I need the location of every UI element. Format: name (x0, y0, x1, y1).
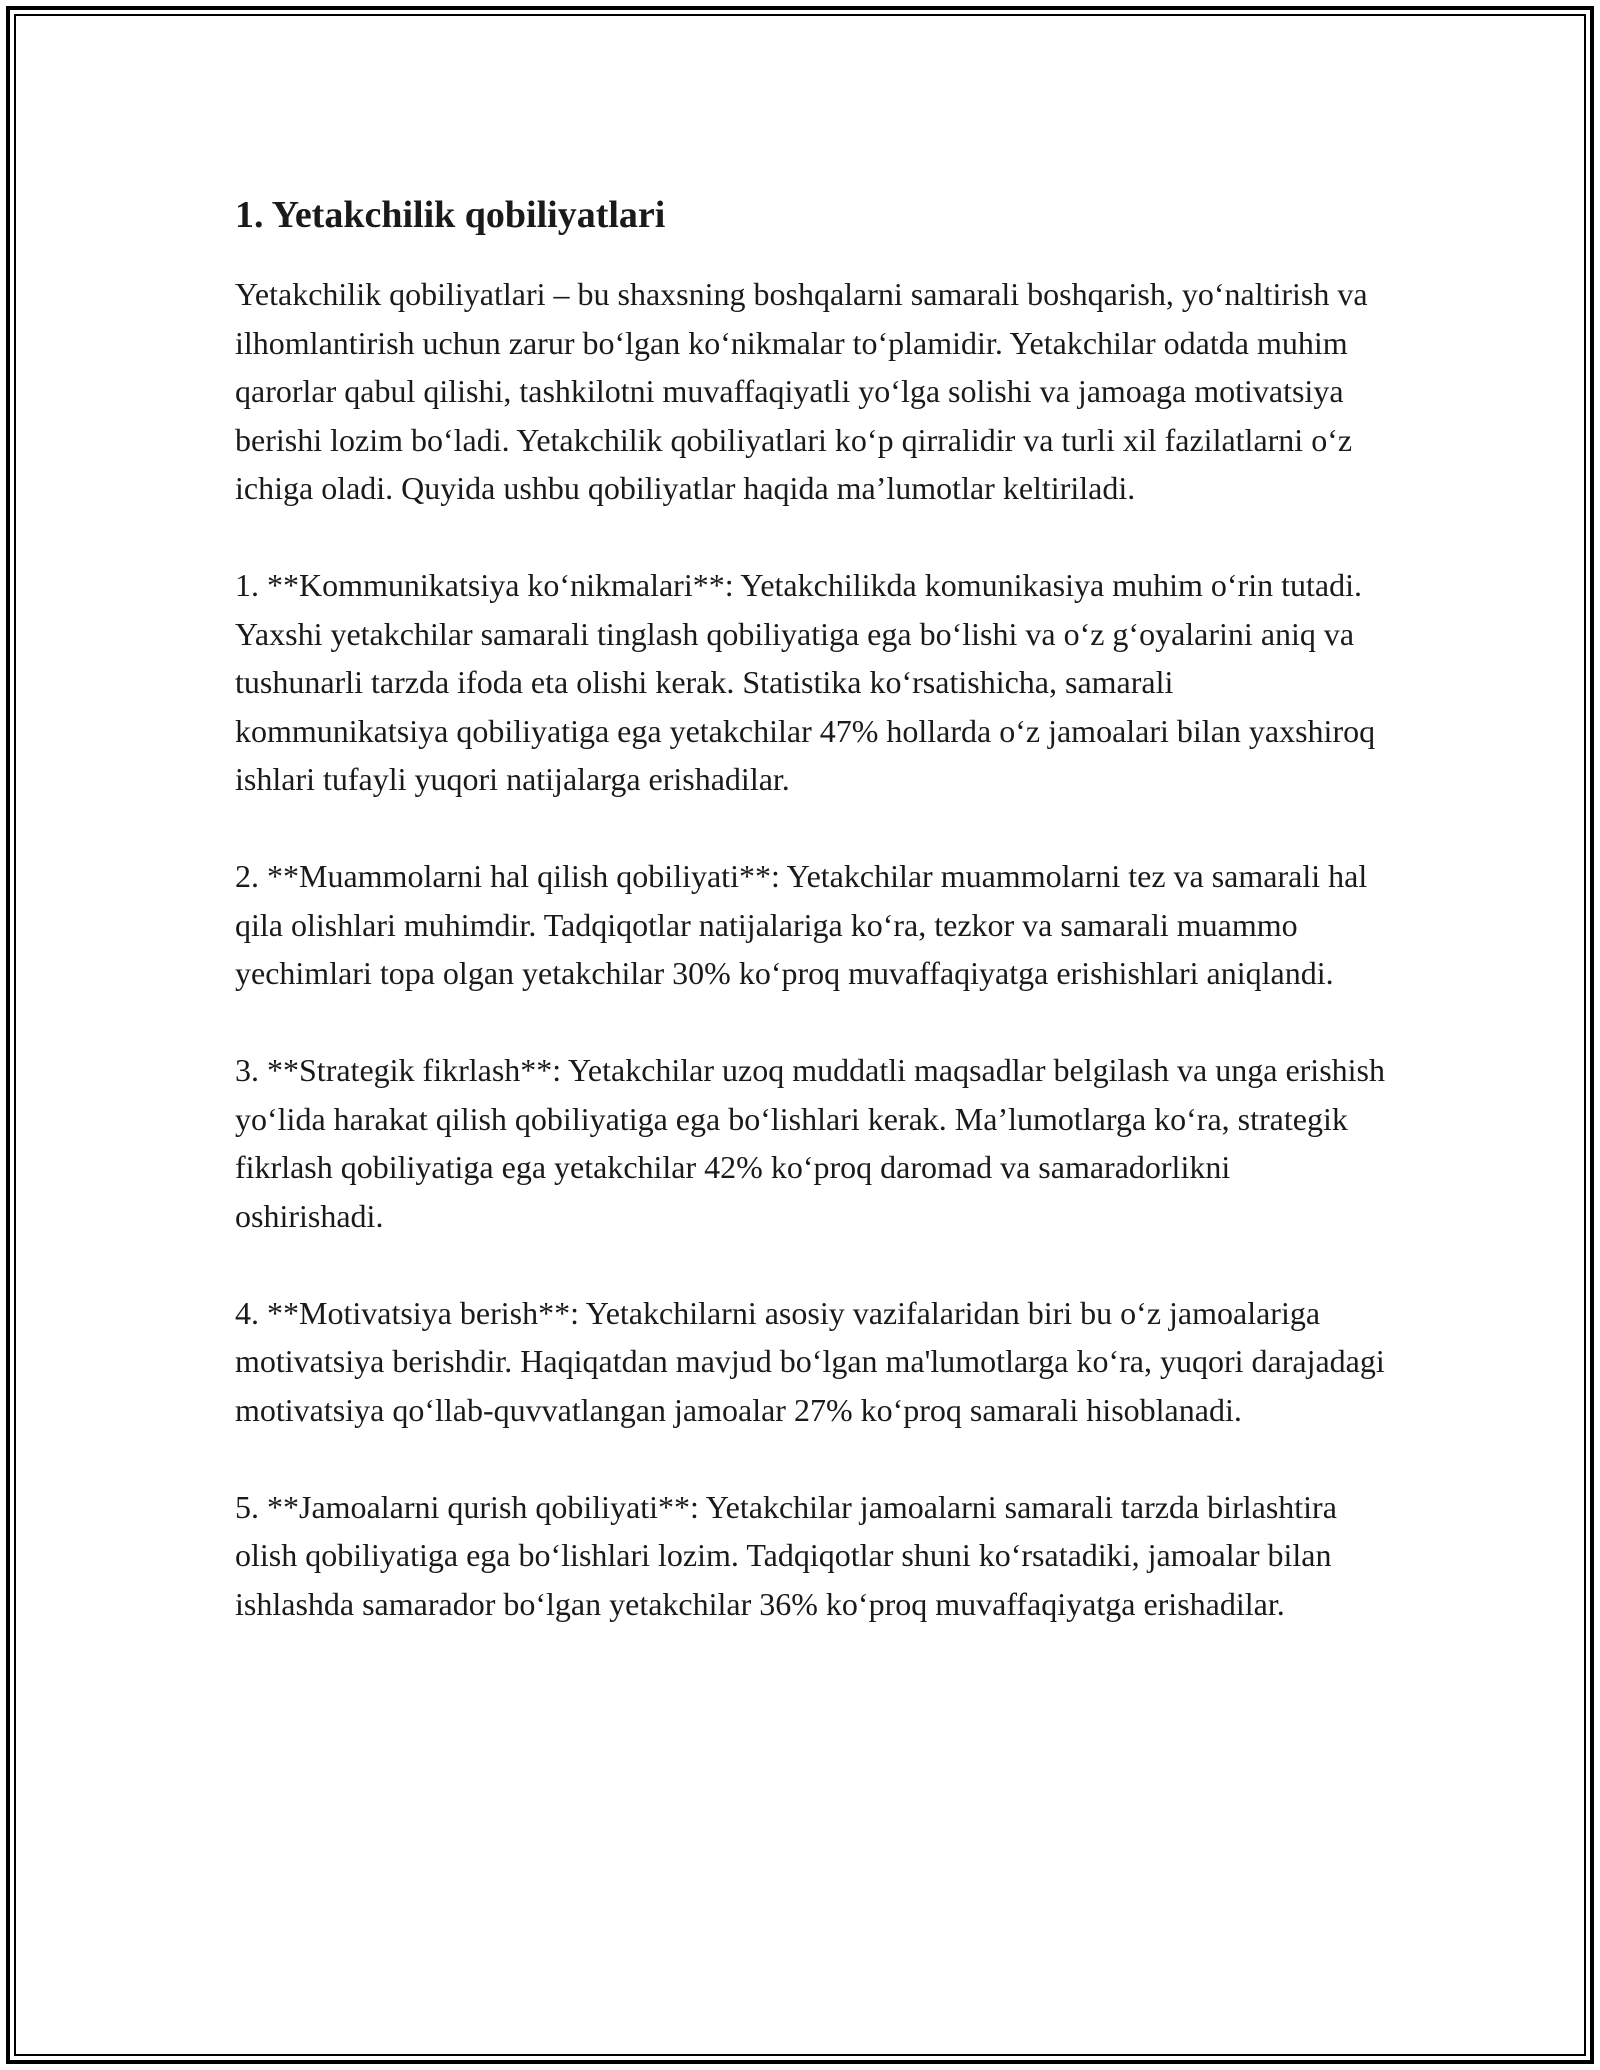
paragraph-motivation: 4. **Motivatsiya berish**: Yetakchilarni asosiy vazifalaridan biri bu oʻz jamoalariga motivatsiya berishdir. Haqiqatdan mavjud boʻlgan ma'lumotlarga koʻra, yuqori darajadagi motivatsiya qoʻllab-quvvatlangan jamoalar 27% koʻproq samarali hisoblanadi. (235, 1294, 1385, 1428)
paragraph-team-building: 5. **Jamoalarni qurish qobiliyati**: Yetakchilar jamoalarni samarali tarzda birlashtira olish qobiliyatiga ega boʻlishlari lozim. Tadqiqotlar shuni koʻrsatadiki, jamoalar bilan ishlashda samarador boʻlgan yetakchilar 36% koʻproq muvaffaqiyatga erishadilar. (235, 1488, 1337, 1622)
intro-paragraph: Yetakchilik qobiliyatlari – bu shaxsning boshqalarni samarali boshqarish, yoʻnaltirish va ilhomlantirish uchun zarur boʻlgan koʻnikmalar toʻplamidir. Yetakchilar odatda muhim qarorlar qabul qilishi, tashkilotni muvaffaqiyatli yoʻlga solishi va jamoaga motivatsiya berishi lozim boʻladi. Yetakchilik qobiliyatlari koʻp qirralidir va turli xil fazilatlarni oʻz ichiga oladi. Quyida ushbu qobiliyatlar haqida maʼlumotlar keltiriladi. (235, 276, 1368, 506)
paragraph-strategic-thinking: 3. **Strategik fikrlash**: Yetakchilar uzoq muddatli maqsadlar belgilash va unga erishish yoʻlida harakat qilish qobiliyatiga ega boʻlishlari kerak. Maʼlumotlarga koʻra, strategik fikrlash qobiliyatiga ega yetakchilar 42% koʻproq daromad va samaradorlikni oshirishadi. (235, 1052, 1385, 1234)
paragraph-communication: 1. **Kommunikatsiya koʻnikmalari**: Yetakchilikda komunikasiya muhim oʻrin tutadi. Yaxshi yetakchilar samarali tinglash qobiliyatiga ega boʻlishi va oʻz gʻoyalarini aniq va tushunarli tarzda ifoda eta olishi kerak. Statistika koʻrsatishicha, samarali kommunikatsiya qobiliyatiga ega yetakchilar 47% hollarda oʻz jamoalari bilan yaxshiroq ishlari tufayli yuqori natijalarga erishadilar. (235, 567, 1376, 797)
document-body (235, 186, 1385, 1677)
paragraph-problem-solving: 2. **Muammolarni hal qilish qobiliyati**: Yetakchilar muammolarni tez va samarali hal qila olishlari muhimdir. Tadqiqotlar natijalariga koʻra, tezkor va samarali muammo yechimlari topa olgan yetakchilar 30% koʻproq muvaffaqiyatga erishishlari aniqlandi. (235, 858, 1368, 991)
section-heading: 1. Yetakchilik qobiliyatlari (235, 194, 666, 236)
